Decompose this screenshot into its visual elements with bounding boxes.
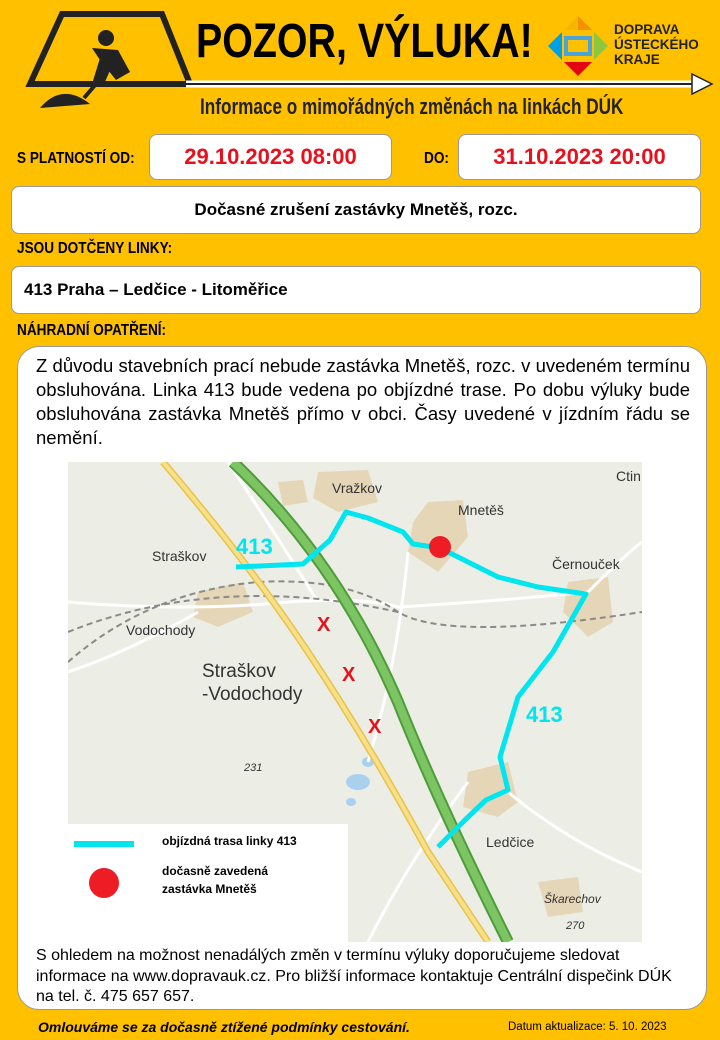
map-label-cernoucek: Černouček (552, 556, 620, 572)
detour-route (236, 512, 586, 847)
page-title: POZOR, VÝLUKA! (196, 15, 533, 68)
legend-route-label: objízdná trasa linky 413 (162, 834, 297, 848)
legend-stop-label-1: dočasně zavedená (162, 864, 269, 878)
footer-note: S ohledem na možnost nenadálých změn v termínu výluky doporučujeme sledovat informace na www.dopravauk.cz. Pro bližší informace kontaktuje Centrální dispečink DÚK na tel. č. 475 657 657. (36, 947, 672, 1005)
valid-from-label: S PLATNOSTÍ OD: (17, 150, 135, 167)
water-ponds (346, 757, 374, 806)
valid-from-value: 29.10.2023 08:00 (149, 134, 392, 180)
legend-stop-label-2: zastávka Mnetěš (162, 882, 257, 896)
closure-mark-3: X (368, 716, 382, 738)
logo-line-3: KRAJE (614, 52, 660, 67)
lines-label: JSOU DOTČENY LINKY: (17, 240, 173, 257)
header (0, 0, 720, 135)
map-label-vodochody: Vodochody (126, 622, 196, 638)
page-subtitle: Informace o mimořádných změnách na linkách DÚK (200, 94, 624, 119)
notice-box (11, 186, 701, 234)
lines-value: 413 Praha – Ledčice - Litoměřice (24, 280, 288, 299)
closure-mark-1: X (317, 614, 331, 636)
map-label-elev-270: 270 (566, 920, 585, 932)
map-label-elev-231: 231 (244, 762, 263, 774)
logo-line-2: ÚSTECKÉHO (614, 37, 699, 52)
route-label-413-east: 413 (526, 702, 563, 727)
map-label-mnetes: Mnetěš (458, 502, 504, 518)
logo-line-1: DOPRAVA (614, 22, 680, 37)
lines-box (11, 266, 701, 314)
route-label-413-west: 413 (236, 534, 273, 559)
measures-label: NÁHRADNÍ OPATŘENÍ: (17, 322, 167, 339)
map-label-straskov-vodochody-1: Straškov (202, 661, 276, 682)
updated-date: Datum aktualizace: 5. 10. 2023 (508, 1021, 667, 1033)
valid-to-value: 31.10.2023 20:00 (458, 134, 701, 180)
map-label-straskov-vodochody-2: -Vodochody (202, 684, 303, 705)
header-arrow-line (186, 74, 712, 94)
map-label-ledcice: Ledčice (486, 834, 535, 850)
roadworks-icon (30, 14, 190, 108)
closure-mark-2: X (342, 664, 356, 686)
temporary-stop-marker (429, 536, 451, 558)
legend-stop-swatch (89, 868, 119, 898)
measures-text: Z důvodu stavebních prací nebude zastávka Mnetěš, rozc. v uvedeném termínu obsluhována. Linka 413 bude vedena po objízdné trase. Po dobu výluky bude obsluhována zastávka Mnetěš přímo v obci. Časy uvedené v jízdním řádu se nemění. (36, 355, 690, 448)
map-label-straskov: Straškov (152, 548, 207, 564)
map-label-ctin: Ctin (616, 468, 641, 484)
map-label-skarechov: Škarechov (544, 892, 601, 906)
duk-logo-icon (548, 16, 608, 76)
notice-text: Dočasné zrušení zastávky Mnetěš, rozc. (194, 200, 518, 219)
map-label-vrazkov: Vražkov (332, 480, 383, 496)
apology-text: Omlouváme se za dočasně ztížené podmínky cestování. (38, 1019, 410, 1035)
detour-map (68, 462, 642, 942)
valid-to-label: DO: (424, 150, 449, 167)
logo-text (614, 22, 699, 67)
